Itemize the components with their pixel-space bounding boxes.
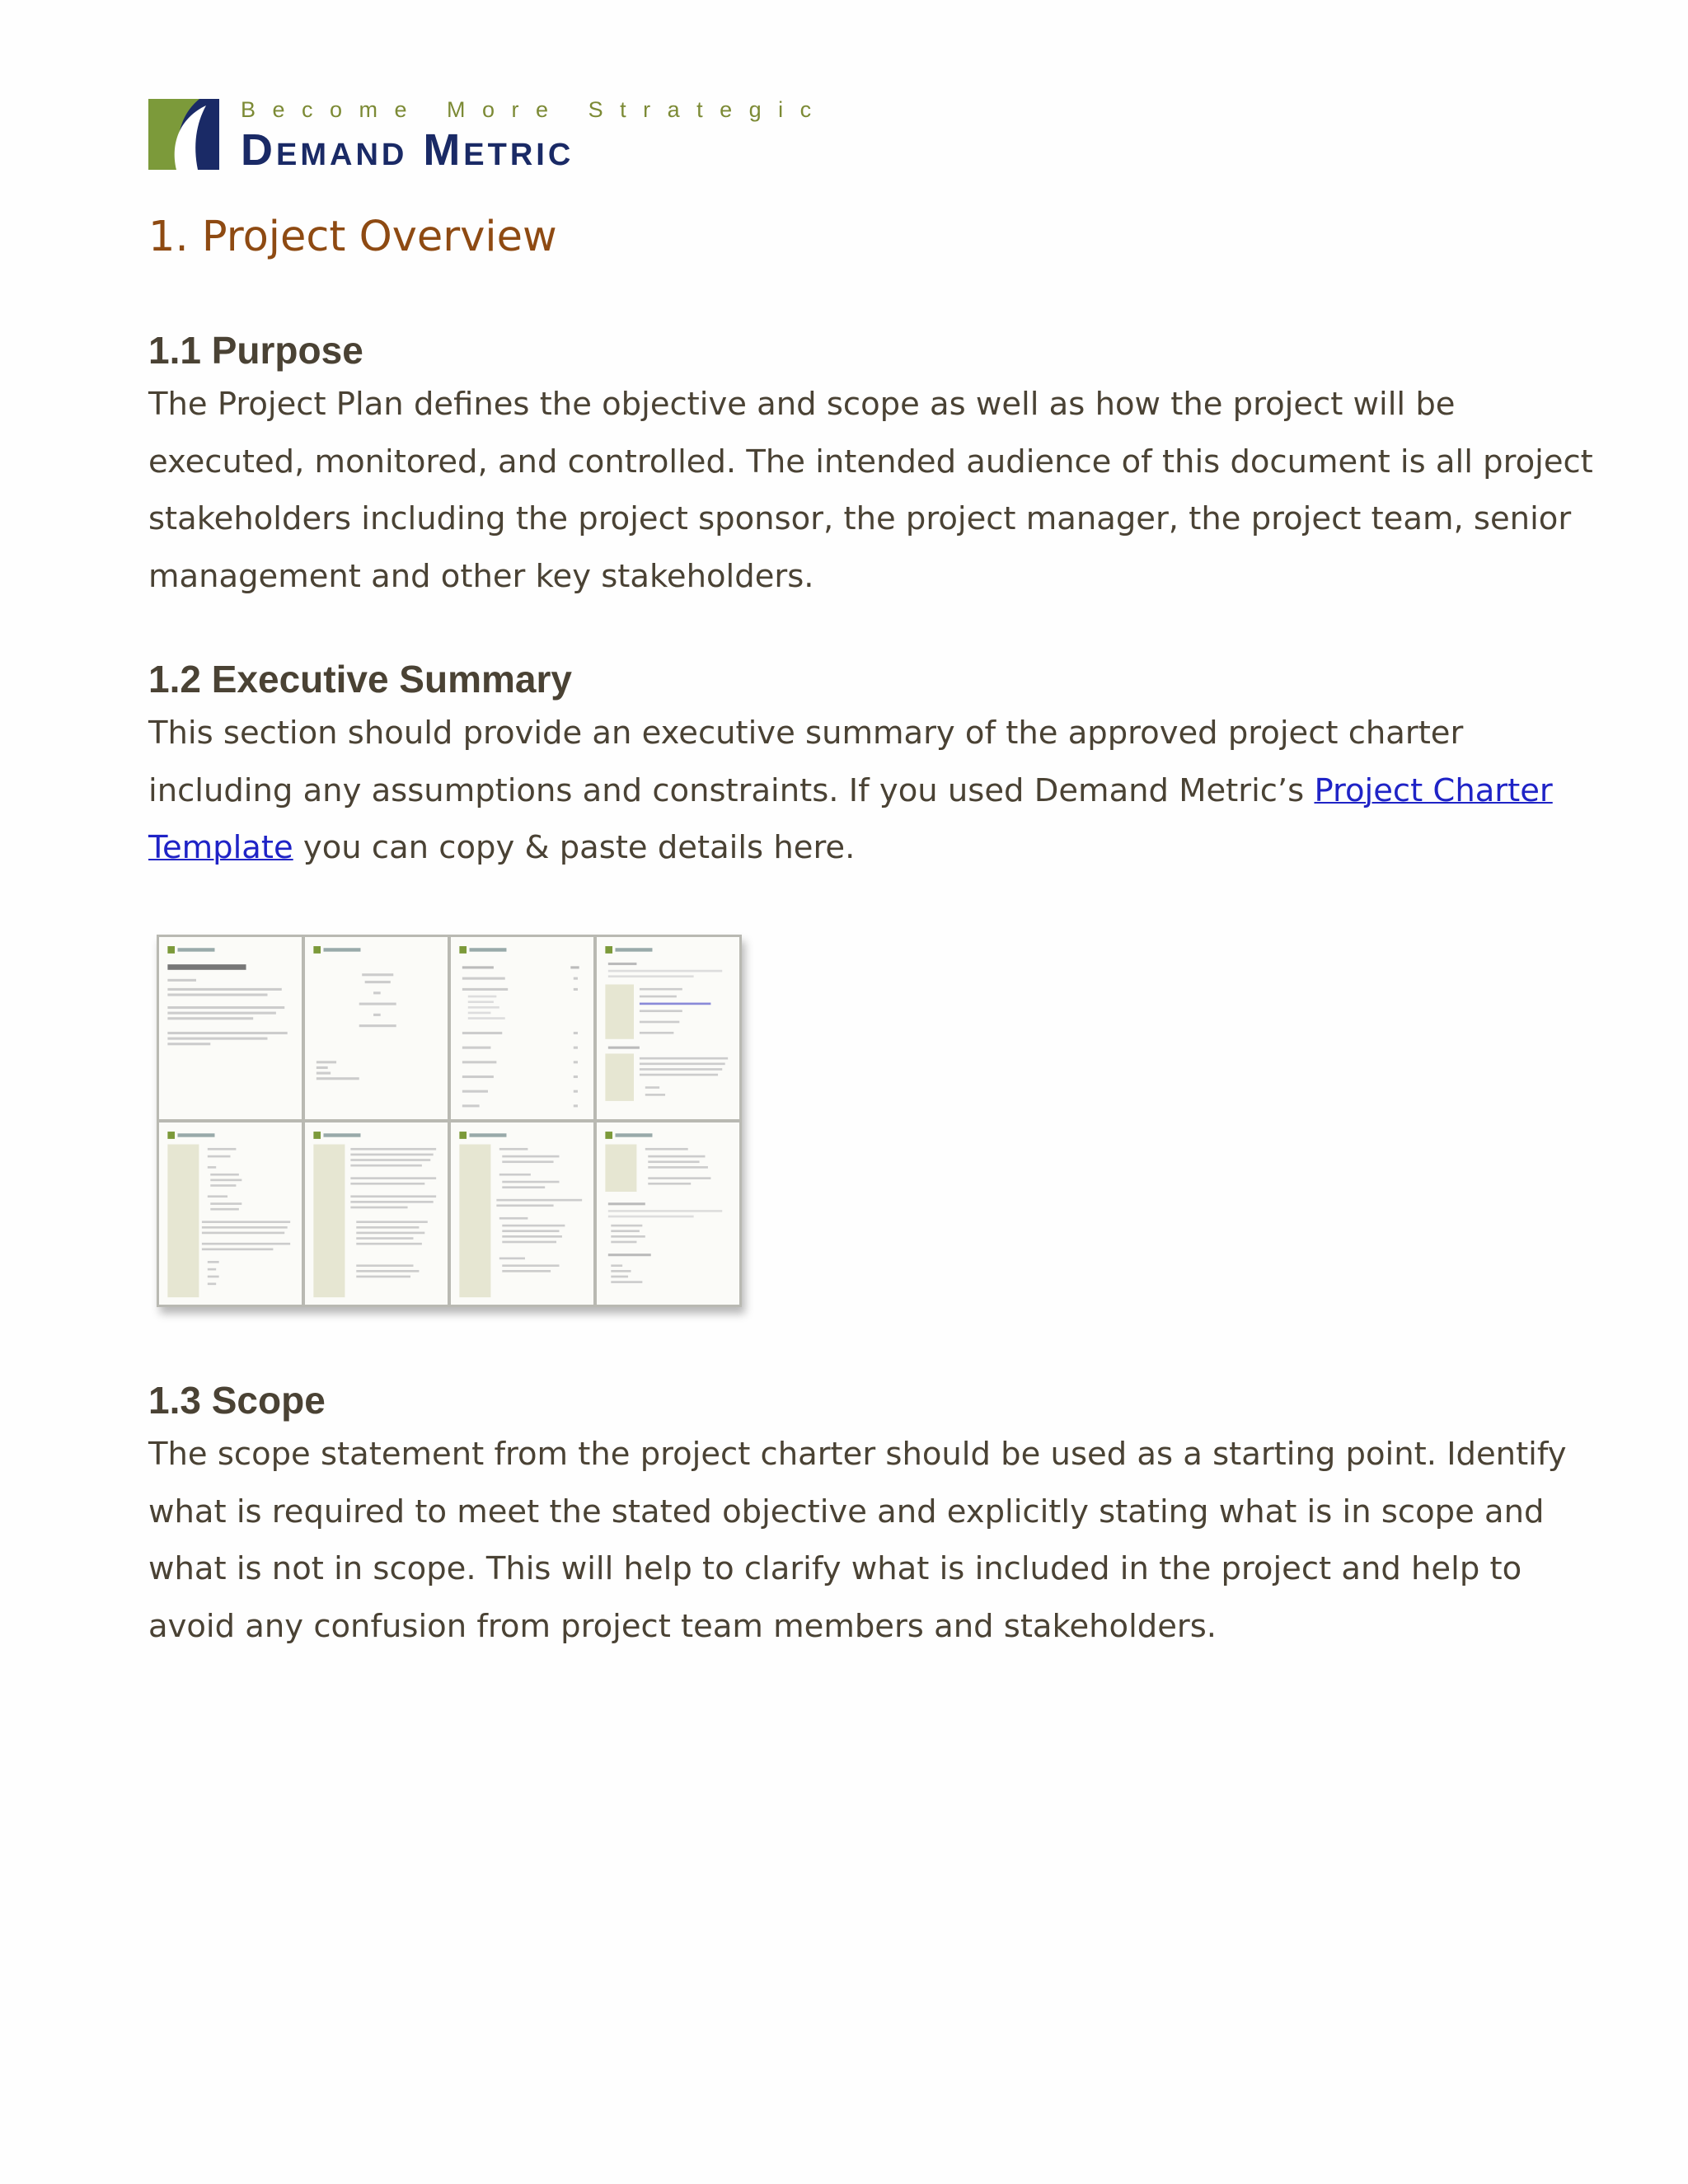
scope-paragraph [148, 1426, 1567, 1655]
template-page-thumbnail [597, 937, 739, 1119]
template-page-thumbnail [159, 1122, 302, 1305]
logo-mark-icon [148, 99, 219, 170]
template-page-thumbnail [159, 937, 302, 1119]
executive-summary-line [148, 762, 1553, 820]
logo-brand-name: Demand Metric [241, 125, 574, 175]
logo-tagline: Become More Strategic [241, 97, 828, 122]
section-heading-purpose: 1.1 Purpose [148, 329, 363, 372]
executive-summary-text: you can copy & paste details here. [293, 829, 856, 866]
template-page-thumbnail [305, 1122, 448, 1305]
project-charter-template-link[interactable]: Project Charter [1314, 771, 1553, 809]
template-page-thumbnail [451, 937, 593, 1119]
demand-metric-logo [148, 97, 828, 175]
scope-line: avoid any confusion from project team members and stakeholders. [148, 1607, 1217, 1645]
page-title: 1. Project Overview [148, 213, 557, 261]
scope-line: The scope statement from the project charter should be used as a starting point. Identify [148, 1436, 1567, 1473]
purpose-line: The Project Plan defines the objective and scope as well as how the project will be [148, 386, 1456, 423]
purpose-line: stakeholders including the project sponsor, the project manager, the project team, senior [148, 500, 1572, 537]
template-page-thumbnail [597, 1122, 739, 1305]
project-charter-template-thumbnail [157, 935, 742, 1307]
template-page-thumbnail [305, 937, 448, 1119]
executive-summary-paragraph [148, 705, 1553, 877]
executive-summary-text: including any assumptions and constraints. If you used Demand Metric’s [148, 771, 1315, 809]
purpose-paragraph [148, 376, 1593, 605]
purpose-line: executed, monitored, and controlled. The intended audience of this document is all project [148, 443, 1593, 480]
scope-line: what is not in scope. This will help to clarify what is included in the project and help to [148, 1550, 1522, 1587]
scope-line: what is required to meet the stated objective and explicitly stating what is in scope and [148, 1493, 1545, 1530]
executive-summary-line: This section should provide an executive summary of the approved project charter [148, 715, 1464, 752]
executive-summary-line [148, 819, 1550, 877]
project-charter-template-link-continued[interactable]: Template [148, 829, 293, 866]
section-heading-executive-summary: 1.2 Executive Summary [148, 658, 572, 701]
purpose-line: management and other key stakeholders. [148, 557, 814, 595]
template-page-thumbnail [451, 1122, 593, 1305]
section-heading-scope: 1.3 Scope [148, 1379, 326, 1422]
